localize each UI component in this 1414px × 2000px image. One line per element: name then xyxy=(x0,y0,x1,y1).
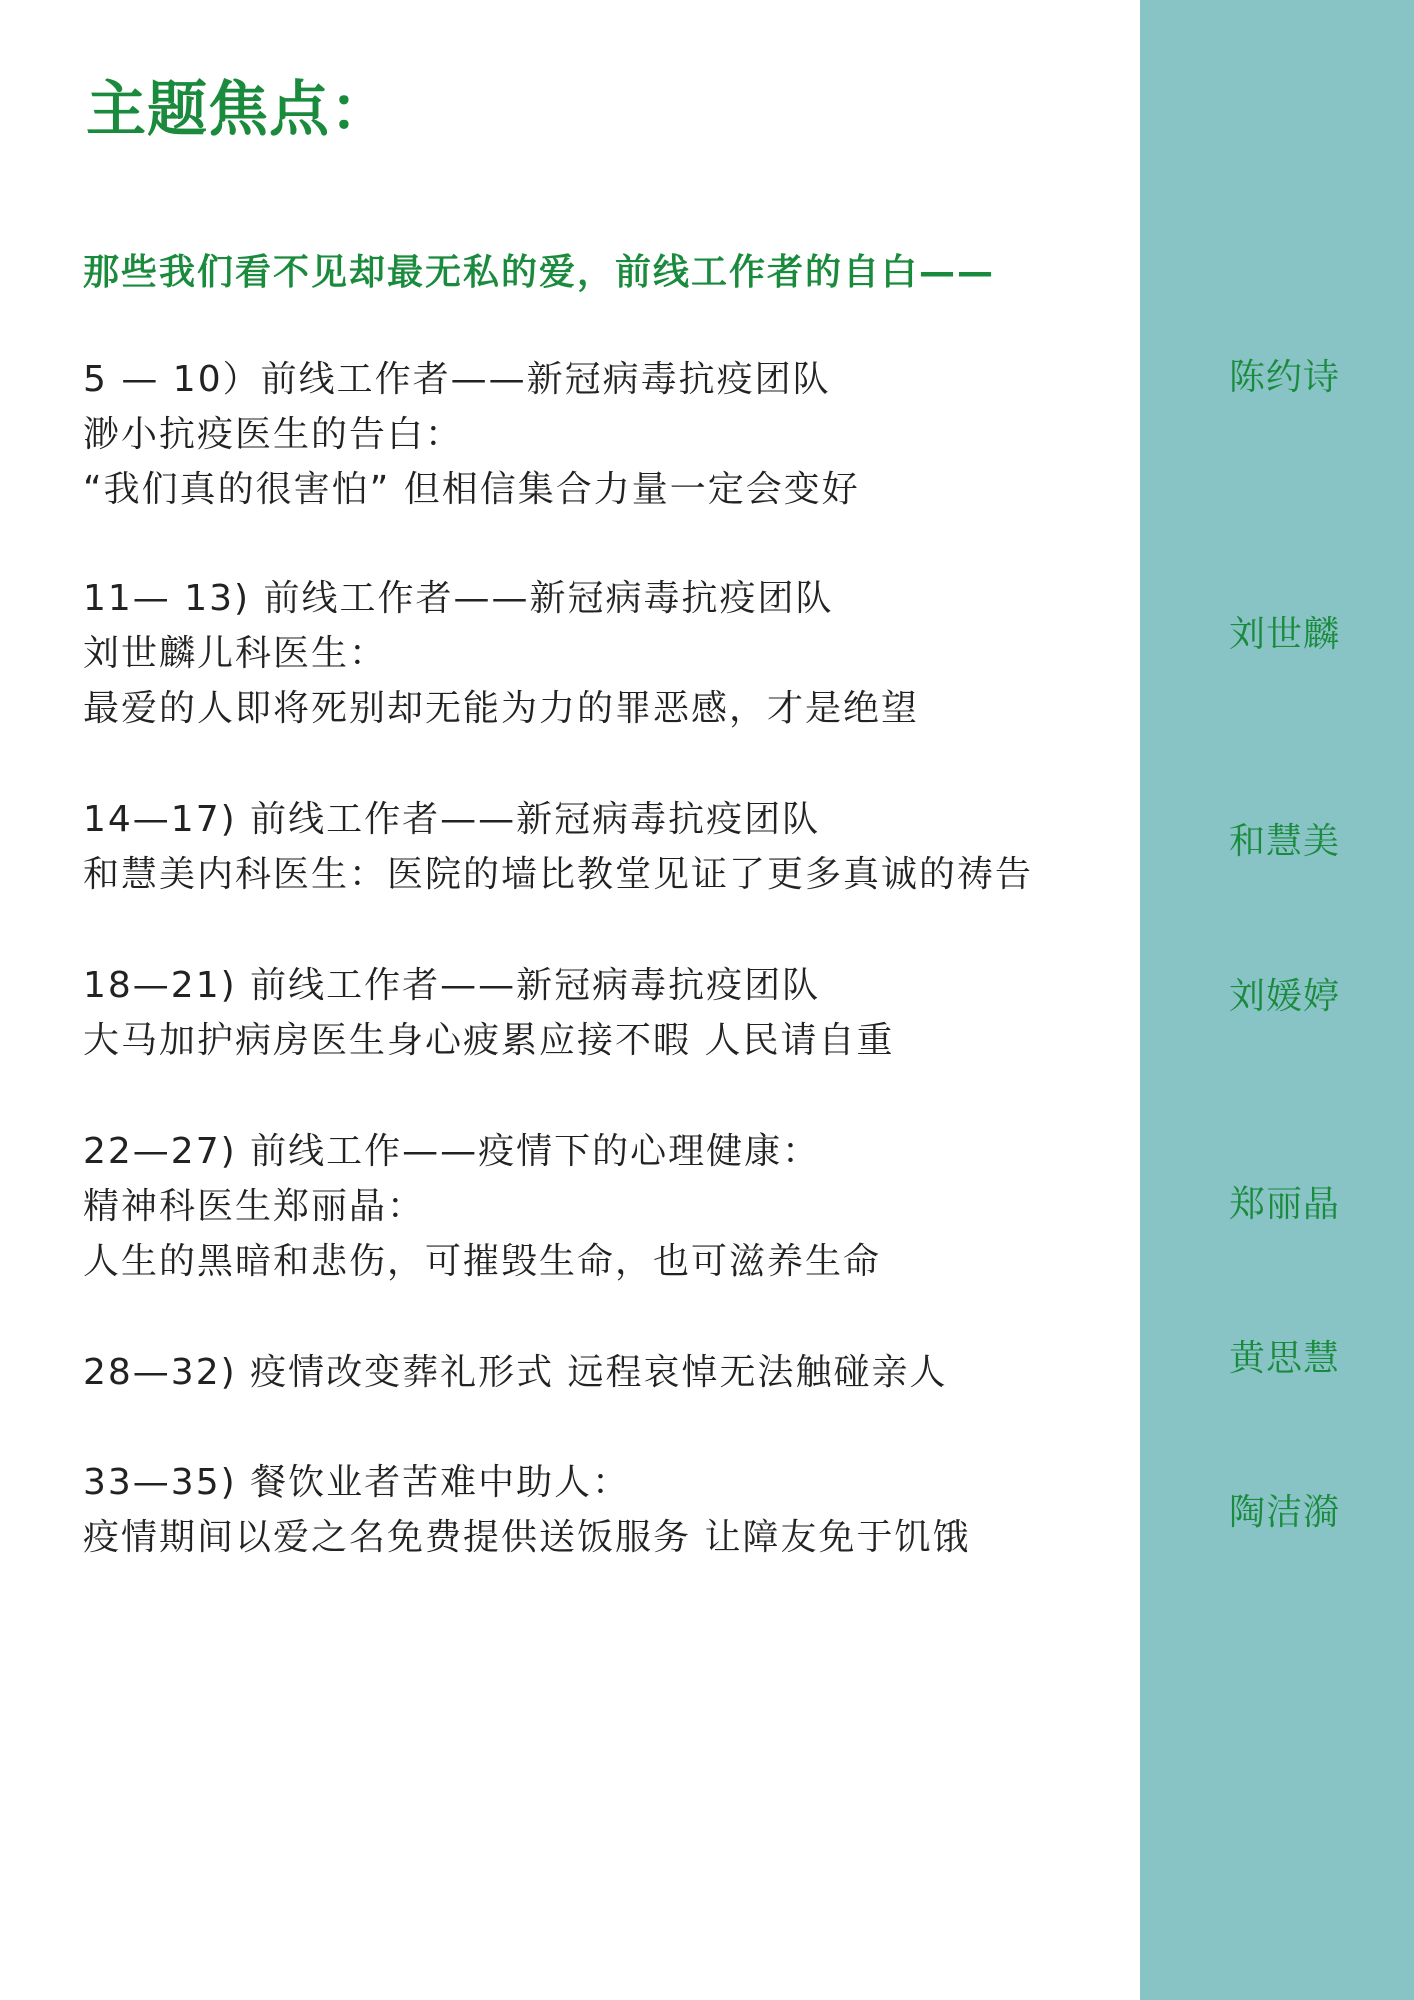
entry-heading: 5 — 10）前线工作者——新冠病毒抗疫团队 xyxy=(83,359,831,400)
entry-text: 渺小抗疫医生的告白： xyxy=(83,414,464,455)
entry-5 xyxy=(83,1124,881,1289)
entry-heading: 14—17) 前线工作者——新冠病毒抗疫团队 xyxy=(83,799,821,840)
entry-7 xyxy=(83,1455,970,1565)
entry-6 xyxy=(83,1345,948,1400)
author-name: 刘世麟 xyxy=(1228,614,1340,655)
entry-text: 疫情期间以爱之名免费提供送饭服务 让障友免于饥饿 xyxy=(83,1517,971,1558)
entry-text: 最爱的人即将死别却无能为力的罪恶感，才是绝望 xyxy=(83,688,920,729)
entry-text: “我们真的很害怕” 但相信集合力量一定会变好 xyxy=(83,469,860,510)
entry-text: 人生的黑暗和悲伤，可摧毁生命，也可滋养生命 xyxy=(83,1241,882,1282)
author-name: 刘媛婷 xyxy=(1228,976,1340,1017)
entry-text: 精神科医生郑丽晶： xyxy=(83,1186,426,1227)
entry-heading: 18—21) 前线工作者——新冠病毒抗疫团队 xyxy=(83,965,821,1006)
author-name: 陶洁漪 xyxy=(1228,1492,1340,1533)
entry-heading: 33—35) 餐饮业者苦难中助人： xyxy=(83,1462,631,1503)
author-name: 郑丽晶 xyxy=(1228,1184,1340,1225)
entry-2 xyxy=(83,571,919,736)
entry-text: 刘世麟儿科医生： xyxy=(83,633,388,674)
entry-heading: 22—27) 前线工作——疫情下的心理健康： xyxy=(83,1131,821,1172)
author-name: 黄思慧 xyxy=(1228,1338,1340,1379)
entry-4 xyxy=(83,958,894,1068)
entry-text: 和慧美内科医生：医院的墙比教堂见证了更多真诚的祷告 xyxy=(83,854,1034,895)
entry-heading: 11— 13) 前线工作者——新冠病毒抗疫团队 xyxy=(83,578,834,619)
author-name: 陈约诗 xyxy=(1228,357,1340,398)
page-subtitle: 那些我们看不见却最无私的爱，前线工作者的自白—— xyxy=(83,252,996,293)
page-title: 主题焦点： xyxy=(86,75,391,145)
entry-heading: 28—32) 疫情改变葬礼形式 远程哀悼无法触碰亲人 xyxy=(83,1352,948,1393)
entry-1 xyxy=(83,352,860,517)
entry-3 xyxy=(83,792,1033,902)
entry-text: 大马加护病房医生身心疲累应接不暇 人民请自重 xyxy=(83,1020,895,1061)
author-name: 和慧美 xyxy=(1228,821,1340,862)
